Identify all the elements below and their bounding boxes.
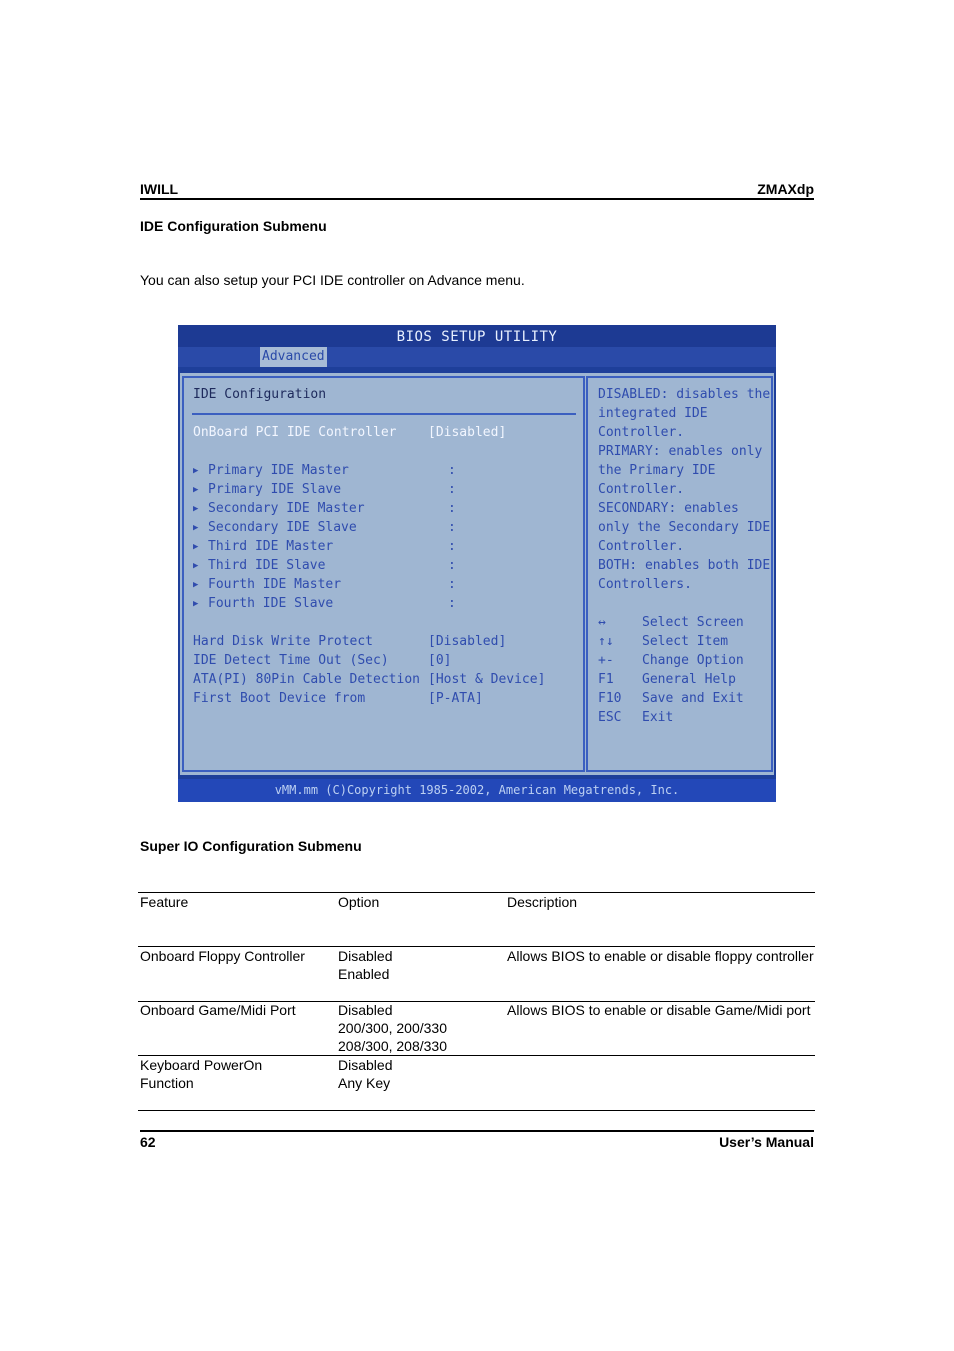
- bios-footer: vMM.mm (C)Copyright 1985-2002, American Megatrends, Inc.: [178, 779, 776, 802]
- bios-drive-arrow-icon: ▶: [193, 561, 199, 571]
- footer-page-number: 62: [140, 1134, 156, 1150]
- bios-setting-value: [P-ATA]: [428, 691, 483, 706]
- bios-screenshot: [178, 325, 776, 802]
- bios-drive-arrow-icon: ▶: [193, 580, 199, 590]
- page-header: [140, 181, 814, 200]
- bios-drive-arrow-icon: ▶: [193, 485, 199, 495]
- table-cell-feature: Keyboard PowerOn: [140, 1057, 263, 1073]
- table-cell-option: Enabled: [338, 966, 390, 982]
- bios-help-line: the Primary IDE: [598, 463, 716, 478]
- header-company: IWILL: [140, 181, 179, 197]
- bios-controller-label: OnBoard PCI IDE Controller: [193, 425, 397, 440]
- bios-help-line: DISABLED: disables the: [598, 387, 771, 402]
- header-product: ZMAXdp: [757, 181, 814, 197]
- bios-drive-arrow-icon: ▶: [193, 504, 199, 514]
- bios-key-action: Select Item: [642, 634, 729, 649]
- bios-help-line: SECONDARY: enables: [598, 501, 739, 516]
- bios-drive-label: Primary IDE Master: [208, 463, 349, 478]
- bios-key-action: General Help: [642, 672, 736, 687]
- section-title-ide: IDE Configuration Submenu: [140, 218, 327, 234]
- bios-help-line: Controller.: [598, 425, 685, 440]
- bios-help-line: Controllers.: [598, 577, 692, 592]
- bios-divider: [192, 413, 576, 415]
- bios-help-line: only the Secondary IDE: [598, 520, 771, 535]
- bios-drive-label: Secondary IDE Slave: [208, 520, 357, 535]
- bios-key: F1: [598, 672, 614, 687]
- bios-setting-value: [Disabled]: [428, 634, 507, 649]
- bios-key: F10: [598, 691, 622, 706]
- bios-drive-value: :: [448, 520, 456, 535]
- bios-key-action: Exit: [642, 710, 674, 725]
- bios-drive-value: :: [448, 577, 456, 592]
- bios-tab-advanced: Advanced: [260, 347, 327, 367]
- table-cell-option: Any Key: [338, 1075, 391, 1091]
- table-cell-feature: Onboard Floppy Controller: [140, 948, 305, 964]
- bios-setting-value: [Host & Device]: [428, 672, 546, 687]
- bios-key-action: Save and Exit: [642, 691, 744, 706]
- bios-setting-label: IDE Detect Time Out (Sec): [193, 653, 389, 668]
- table-cell-option: Disabled: [338, 1002, 393, 1018]
- table-cell-option: Disabled: [338, 1057, 393, 1073]
- bios-drive-label: Third IDE Slave: [208, 558, 326, 573]
- bios-key: +-: [598, 653, 614, 668]
- bios-key-action: Select Screen: [642, 615, 744, 630]
- bios-drive-value: :: [448, 482, 456, 497]
- table-header-feature: Feature: [140, 894, 189, 910]
- bios-drive-label: Primary IDE Slave: [208, 482, 342, 497]
- table-cell-description: Allows BIOS to enable or disable floppy controller: [507, 948, 814, 964]
- bios-setting-label: Hard Disk Write Protect: [193, 634, 374, 649]
- footer-rule: [140, 1130, 814, 1132]
- bios-drive-label: Secondary IDE Master: [208, 501, 365, 516]
- bios-help-line: Controller.: [598, 482, 685, 497]
- bios-drive-arrow-icon: ▶: [193, 599, 199, 609]
- bios-setting-label: First Boot Device from: [193, 691, 366, 706]
- bios-drive-value: :: [448, 558, 456, 573]
- bios-key-action: Change Option: [642, 653, 744, 668]
- intro-paragraph: You can also setup your PCI IDE controller on Advance menu.: [140, 272, 525, 288]
- table-header-option: Option: [338, 894, 380, 910]
- bios-drive-value: :: [448, 463, 456, 478]
- table-cell-description: Allows BIOS to enable or disable Game/Midi port: [507, 1002, 811, 1018]
- bios-controller-value: [Disabled]: [428, 425, 507, 440]
- bios-drive-value: :: [448, 539, 456, 554]
- bios-drive-label: Third IDE Master: [208, 539, 334, 554]
- bios-key: ESC: [598, 710, 622, 725]
- table-header-description: Description: [507, 894, 578, 910]
- table-cell-option: 208/300, 208/330: [338, 1038, 447, 1054]
- table-cell-feature: Function: [140, 1075, 194, 1091]
- bios-help-line: Controller.: [598, 539, 685, 554]
- bios-help-line: integrated IDE: [598, 406, 708, 421]
- table-cell-option: 200/300, 200/330: [338, 1020, 447, 1036]
- bios-drive-value: :: [448, 596, 456, 611]
- section-title-superio: Super IO Configuration Submenu: [140, 838, 362, 854]
- bios-drive-label: Fourth IDE Slave: [208, 596, 334, 611]
- bios-drive-arrow-icon: ▶: [193, 466, 199, 476]
- bios-drive-arrow-icon: ▶: [193, 542, 199, 552]
- table-rule: [138, 1110, 815, 1111]
- table-cell-feature: Onboard Game/Midi Port: [140, 1002, 296, 1018]
- bios-key: ↔: [598, 615, 606, 630]
- bios-help-line: BOTH: enables both IDE: [598, 558, 771, 573]
- bios-drive-arrow-icon: ▶: [193, 523, 199, 533]
- bios-drive-label: Fourth IDE Master: [208, 577, 342, 592]
- bios-title: BIOS SETUP UTILITY: [178, 325, 776, 347]
- bios-key: ↑↓: [598, 634, 614, 649]
- bios-setting-label: ATA(PI) 80Pin Cable Detection: [193, 672, 420, 687]
- bios-panel-title: IDE Configuration: [193, 387, 327, 402]
- table-cell-option: Disabled: [338, 948, 393, 964]
- bios-setting-value: [0]: [428, 653, 452, 668]
- bios-drive-value: :: [448, 501, 456, 516]
- footer-title: User’s Manual: [719, 1134, 814, 1150]
- bios-help-line: PRIMARY: enables only: [598, 444, 763, 459]
